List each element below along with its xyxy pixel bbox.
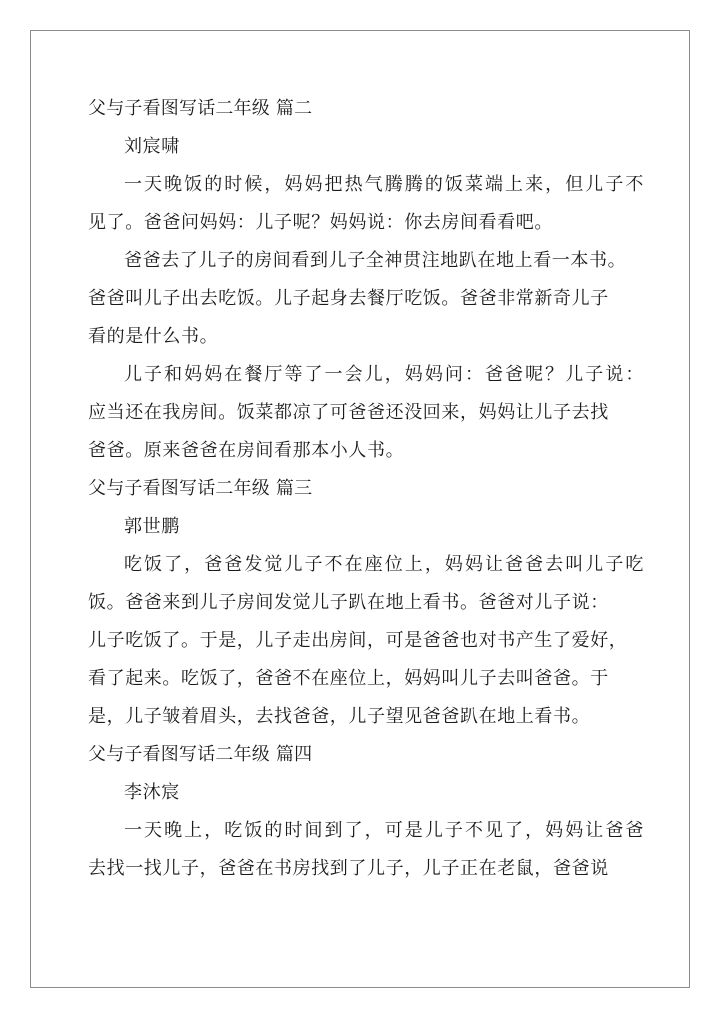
section-heading: 父与子看图写话二年级 篇二 bbox=[88, 98, 313, 119]
paragraph-line: 爸爸去了儿子的房间看到儿子全神贯注地趴在地上看一本书。 bbox=[124, 250, 627, 271]
document-body bbox=[88, 90, 644, 888]
paragraph-line: 应当还在我房间。饭菜都凉了可爸爸还没回来，妈妈让儿子去找 bbox=[88, 402, 609, 423]
paragraph-line: 去找一找儿子，爸爸在书房找到了儿子，儿子正在老鼠，爸爸说 bbox=[88, 858, 609, 879]
paragraph-line: 饭。爸爸来到儿子房间发觉儿子趴在地上看书。爸爸对儿子说： bbox=[88, 592, 609, 613]
paragraph-line: 儿子和妈妈在餐厅等了一会儿，妈妈问：爸爸呢？儿子说： bbox=[124, 364, 644, 385]
paragraph-line: 爸爸叫儿子出去吃饭。儿子起身去餐厅吃饭。爸爸非常新奇儿子 bbox=[88, 288, 609, 309]
section-heading: 父与子看图写话二年级 篇三 bbox=[88, 478, 313, 499]
paragraph-line: 吃饭了，爸爸发觉儿子不在座位上，妈妈让爸爸去叫儿子吃 bbox=[124, 554, 644, 575]
paragraph-line: 看的是什么书。 bbox=[88, 326, 219, 347]
author-name: 郭世鹏 bbox=[124, 516, 180, 537]
paragraph-line: 儿子吃饭了。于是，儿子走出房间，可是爸爸也对书产生了爱好， bbox=[88, 630, 628, 651]
author-name: 李沐宸 bbox=[124, 782, 180, 803]
paragraph-line: 一天晚上，吃饭的时间到了，可是儿子不见了，妈妈让爸爸 bbox=[124, 820, 644, 841]
paragraph-line: 爸爸。原来爸爸在房间看那本小人书。 bbox=[88, 440, 405, 461]
paragraph-line: 一天晚饭的时候，妈妈把热气腾腾的饭菜端上来，但儿子不 bbox=[124, 174, 644, 195]
paragraph-line: 见了。爸爸问妈妈：儿子呢？妈妈说：你去房间看看吧。 bbox=[88, 212, 553, 233]
paragraph-line: 是，儿子皱着眉头，去找爸爸，儿子望见爸爸趴在地上看书。 bbox=[88, 706, 591, 727]
paragraph-line: 看了起来。吃饭了，爸爸不在座位上，妈妈叫儿子去叫爸爸。于 bbox=[88, 668, 609, 689]
section-heading: 父与子看图写话二年级 篇四 bbox=[88, 744, 313, 765]
author-name: 刘宸啸 bbox=[124, 136, 180, 157]
